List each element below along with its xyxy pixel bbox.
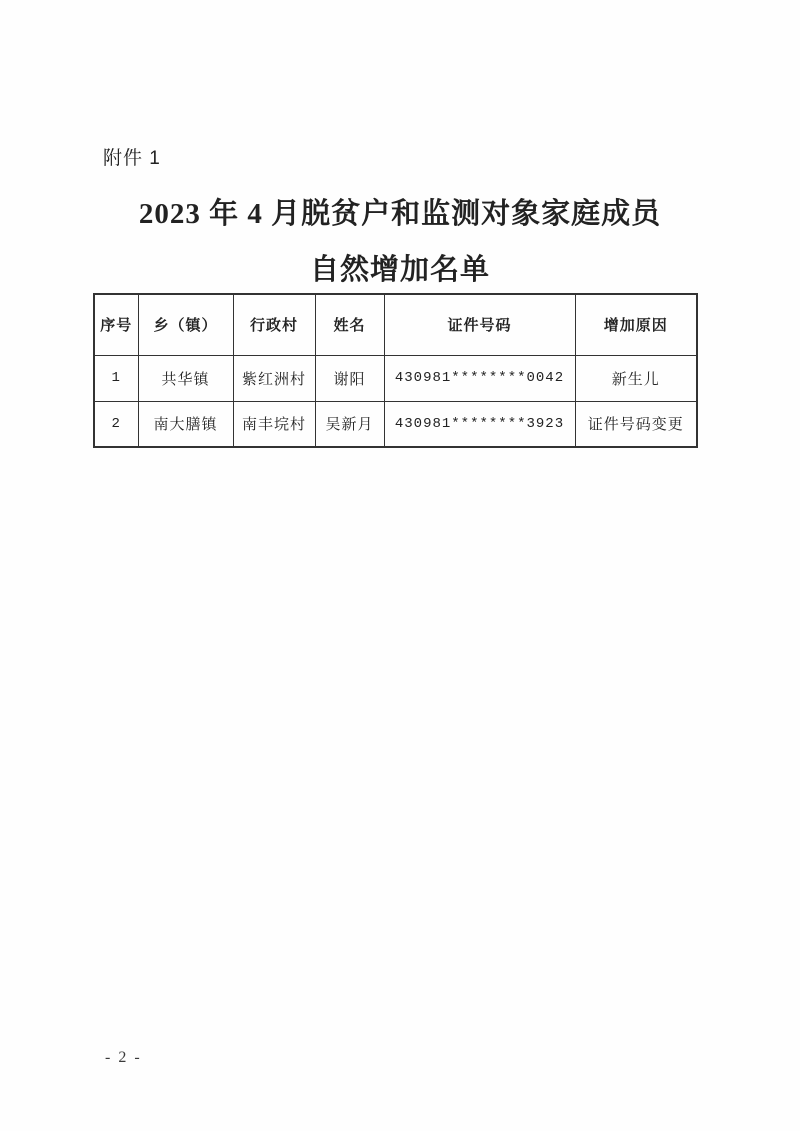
cell-name: 谢阳 [315, 355, 384, 401]
column-header-name: 姓名 [315, 294, 384, 355]
document-title-line-2: 自然增加名单 [309, 254, 490, 286]
cell-village: 南丰垸村 [233, 401, 315, 447]
members-table [93, 293, 698, 448]
column-header-sequence: 序号 [94, 294, 138, 355]
page-number: - 2 - [105, 1049, 142, 1066]
cell-id-number: 430981********3923 [384, 401, 575, 447]
table-row [94, 355, 697, 401]
cell-id-number: 430981********0042 [384, 355, 575, 401]
table-header-row [94, 294, 697, 355]
column-header-village: 行政村 [233, 294, 315, 355]
column-header-add-reason: 增加原因 [575, 294, 697, 355]
table-row [94, 401, 697, 447]
document-title [0, 186, 800, 298]
cell-village: 紫红洲村 [233, 355, 315, 401]
column-header-id-number: 证件号码 [384, 294, 575, 355]
column-header-township: 乡（镇） [138, 294, 233, 355]
cell-add-reason: 新生儿 [575, 355, 697, 401]
cell-township: 共华镇 [138, 355, 233, 401]
cell-township: 南大膳镇 [138, 401, 233, 447]
cell-sequence: 2 [94, 401, 138, 447]
cell-name: 吴新月 [315, 401, 384, 447]
document-title-line-1: 2023 年 4 月脱贫户和监测对象家庭成员 [138, 198, 662, 230]
cell-sequence: 1 [94, 355, 138, 401]
cell-add-reason: 证件号码变更 [575, 401, 697, 447]
attachment-label: 附件 1 [103, 148, 161, 169]
